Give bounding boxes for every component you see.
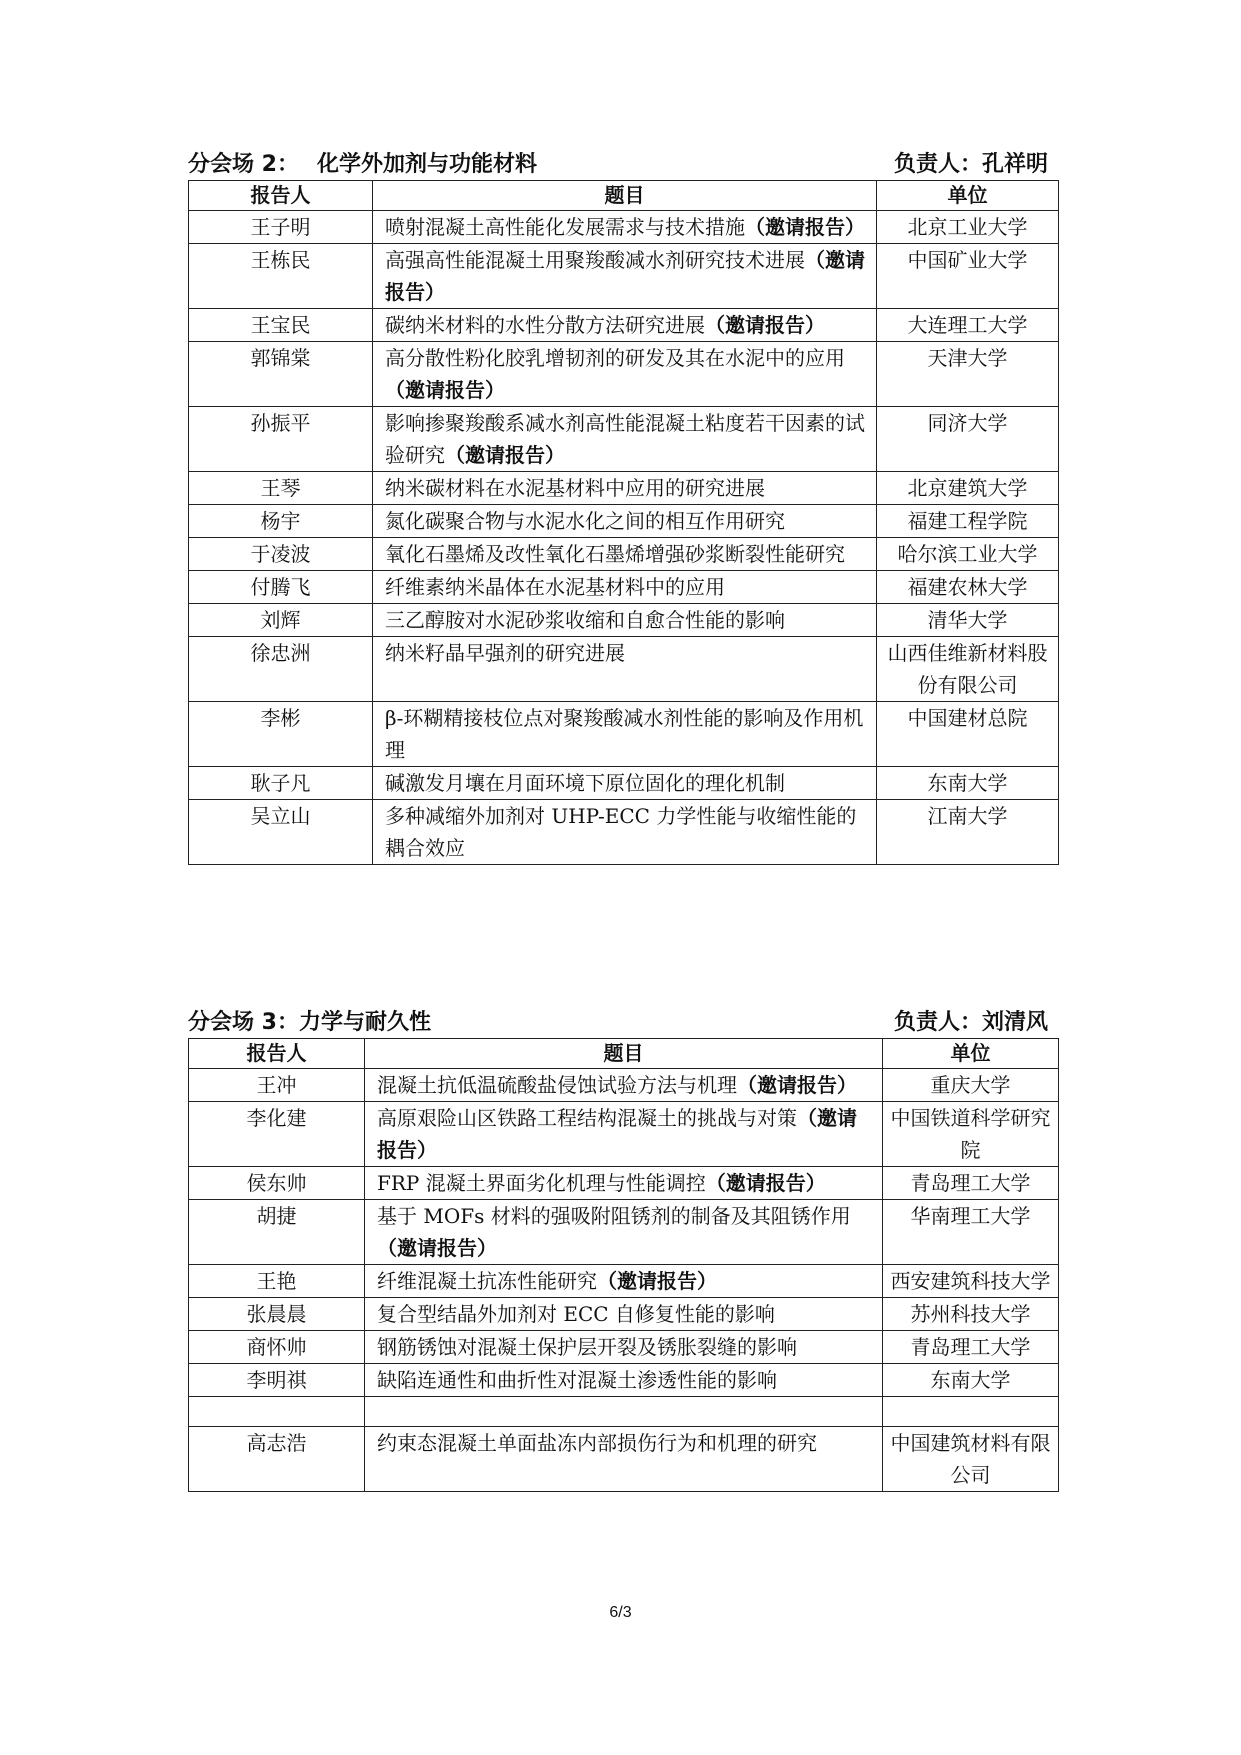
topic-text: 氮化碳聚合物与水泥水化之间的相互作用研究	[385, 509, 785, 533]
speaker-cell: 张晨晨	[189, 1298, 365, 1331]
topic-cell	[373, 571, 877, 604]
table-row	[189, 211, 1059, 244]
table-row	[189, 1167, 1059, 1200]
topic-text: 喷射混凝土高性能化发展需求与技术措施	[385, 215, 745, 239]
session-2-table	[188, 180, 1059, 865]
unit-cell: 山西佳维新材料股份有限公司	[877, 637, 1059, 702]
topic-cell	[373, 538, 877, 571]
session-2	[188, 150, 1058, 865]
unit-cell: 中国建筑材料有限公司	[883, 1427, 1059, 1492]
speaker-cell: 刘辉	[189, 604, 373, 637]
table-row	[189, 604, 1059, 637]
unit-cell: 中国矿业大学	[877, 244, 1059, 309]
invited-report-label: （邀请报告）	[705, 1171, 826, 1195]
speaker-cell: 孙振平	[189, 407, 373, 472]
speaker-cell: 王宝民	[189, 309, 373, 342]
invited-report-label: （邀请报告）	[377, 1236, 497, 1260]
col-header-speaker: 报告人	[189, 181, 373, 211]
unit-cell: 东南大学	[877, 767, 1059, 800]
topic-cell	[373, 342, 877, 407]
topic-cell	[365, 1331, 883, 1364]
speaker-cell: 王琴	[189, 472, 373, 505]
topic-text: 纤维素纳米晶体在水泥基材料中的应用	[385, 575, 725, 599]
speaker-cell: 郭锦棠	[189, 342, 373, 407]
topic-text: 钢筋锈蚀对混凝土保护层开裂及锈胀裂缝的影响	[377, 1335, 797, 1359]
topic-text: FRP 混凝土界面劣化机理与性能调控	[377, 1171, 706, 1195]
table-row	[189, 1102, 1059, 1167]
col-header-topic: 题目	[373, 181, 877, 211]
topic-cell	[373, 505, 877, 538]
table-row	[189, 1298, 1059, 1331]
speaker-cell	[189, 1397, 365, 1427]
table-row	[189, 472, 1059, 505]
session-3-rows	[189, 1069, 1059, 1492]
unit-cell: 苏州科技大学	[883, 1298, 1059, 1331]
session-2-rows	[189, 211, 1059, 865]
topic-text: 高强高性能混凝土用聚羧酸减水剂研究技术进展	[385, 248, 805, 272]
unit-cell: 西安建筑科技大学	[883, 1265, 1059, 1298]
unit-cell: 福建农林大学	[877, 571, 1059, 604]
speaker-cell: 杨宇	[189, 505, 373, 538]
speaker-cell: 王冲	[189, 1069, 365, 1102]
topic-text: 三乙醇胺对水泥砂浆收缩和自愈合性能的影响	[385, 608, 785, 632]
table-row	[189, 1397, 1059, 1427]
topic-cell	[365, 1364, 883, 1397]
session-2-head: 负责人：孔祥明	[893, 152, 1048, 177]
topic-cell	[365, 1200, 883, 1265]
topic-text: 纤维混凝土抗冻性能研究	[377, 1269, 597, 1293]
topic-cell	[373, 407, 877, 472]
col-header-speaker: 报告人	[189, 1039, 365, 1069]
speaker-cell: 商怀帅	[189, 1331, 365, 1364]
table-row	[189, 538, 1059, 571]
unit-cell: 北京建筑大学	[877, 472, 1059, 505]
speaker-cell: 王栋民	[189, 244, 373, 309]
speaker-cell: 王子明	[189, 211, 373, 244]
topic-cell	[365, 1265, 883, 1298]
topic-text: 碱激发月壤在月面环境下原位固化的理化机制	[385, 771, 785, 795]
unit-cell: 青岛理工大学	[883, 1331, 1059, 1364]
invited-report-label: （邀请报告）	[737, 1073, 857, 1097]
session-3-title-prefix: 分会场 3：	[188, 1010, 299, 1035]
topic-text: 高分散性粉化胶乳增韧剂的研发及其在水泥中的应用	[385, 346, 845, 370]
topic-text: 基于 MOFs 材料的强吸附阻锈剂的制备及其阻锈作用	[377, 1204, 851, 1228]
unit-cell: 大连理工大学	[877, 309, 1059, 342]
speaker-cell: 于凌波	[189, 538, 373, 571]
invited-report-label: （邀请报告）	[385, 378, 505, 402]
speaker-cell: 李化建	[189, 1102, 365, 1167]
unit-cell: 北京工业大学	[877, 211, 1059, 244]
table-row	[189, 505, 1059, 538]
invited-report-label: （邀请报告）	[745, 215, 865, 239]
topic-text: 缺陷连通性和曲折性对混凝土渗透性能的影响	[377, 1368, 777, 1392]
topic-text: 影响掺聚羧酸系减水剂高性能混凝土粘度若干因素的试验研究	[385, 411, 865, 467]
unit-cell: 重庆大学	[883, 1069, 1059, 1102]
topic-text: 高原艰险山区铁路工程结构混凝土的挑战与对策	[377, 1106, 797, 1130]
table-row	[189, 1331, 1059, 1364]
unit-cell: 同济大学	[877, 407, 1059, 472]
table-header-row	[189, 1039, 1059, 1069]
speaker-cell: 李明祺	[189, 1364, 365, 1397]
table-row	[189, 1427, 1059, 1492]
invited-report-label: （邀请报告）	[705, 313, 825, 337]
table-row	[189, 1265, 1059, 1298]
speaker-cell: 耿子凡	[189, 767, 373, 800]
table-row	[189, 1069, 1059, 1102]
table-row	[189, 1364, 1059, 1397]
table-row	[189, 407, 1059, 472]
session-2-title-topic: 化学外加剂与功能材料	[316, 152, 537, 177]
invited-report-label: （邀请报告）	[377, 1106, 857, 1162]
table-row	[189, 244, 1059, 309]
topic-cell	[373, 702, 877, 767]
topic-cell	[365, 1069, 883, 1102]
topic-cell	[373, 211, 877, 244]
unit-cell	[883, 1397, 1059, 1427]
speaker-cell: 李彬	[189, 702, 373, 767]
table-header-row	[189, 181, 1059, 211]
unit-cell: 中国建材总院	[877, 702, 1059, 767]
table-row	[189, 342, 1059, 407]
topic-cell	[373, 309, 877, 342]
topic-text: 多种减缩外加剂对 UHP-ECC 力学性能与收缩性能的耦合效应	[385, 804, 857, 860]
col-header-topic: 题目	[365, 1039, 883, 1069]
topic-text: 碳纳米材料的水性分散方法研究进展	[385, 313, 705, 337]
table-row	[189, 1200, 1059, 1265]
session-3-head: 负责人：刘清风	[893, 1010, 1048, 1035]
topic-cell	[373, 800, 877, 865]
page-number: 6/3	[609, 1604, 632, 1621]
topic-text: 混凝土抗低温硫酸盐侵蚀试验方法与机理	[377, 1073, 737, 1097]
speaker-cell: 胡捷	[189, 1200, 365, 1265]
unit-cell: 福建工程学院	[877, 505, 1059, 538]
topic-text: 纳米碳材料在水泥基材料中应用的研究进展	[385, 476, 765, 500]
session-2-title	[188, 150, 537, 180]
invited-report-label: （邀请报告）	[597, 1269, 717, 1293]
topic-cell	[373, 604, 877, 637]
unit-cell: 天津大学	[877, 342, 1059, 407]
session-3	[188, 1008, 1058, 1492]
table-row	[189, 800, 1059, 865]
topic-text: β-环糊精接枝位点对聚羧酸减水剂性能的影响及作用机理	[385, 706, 864, 762]
speaker-cell: 侯东帅	[189, 1167, 365, 1200]
speaker-cell: 徐忠洲	[189, 637, 373, 702]
speaker-cell: 付腾飞	[189, 571, 373, 604]
topic-text: 复合型结晶外加剂对 ECC 自修复性能的影响	[377, 1302, 775, 1326]
session-3-title	[188, 1008, 431, 1038]
topic-cell	[365, 1427, 883, 1492]
session-2-header	[188, 150, 1058, 180]
topic-text: 约束态混凝土单面盐冻内部损伤行为和机理的研究	[377, 1431, 817, 1455]
col-header-unit: 单位	[883, 1039, 1059, 1069]
topic-cell	[373, 472, 877, 505]
unit-cell: 哈尔滨工业大学	[877, 538, 1059, 571]
topic-cell	[373, 637, 877, 702]
col-header-unit: 单位	[877, 181, 1059, 211]
session-3-header	[188, 1008, 1058, 1038]
session-3-table	[188, 1038, 1059, 1492]
session-3-title-topic: 力学与耐久性	[298, 1010, 431, 1035]
topic-text: 氧化石墨烯及改性氧化石墨烯增强砂浆断裂性能研究	[385, 542, 845, 566]
topic-cell	[365, 1397, 883, 1427]
speaker-cell: 高志浩	[189, 1427, 365, 1492]
table-row	[189, 637, 1059, 702]
table-row	[189, 309, 1059, 342]
topic-cell	[373, 244, 877, 309]
topic-cell	[373, 767, 877, 800]
speaker-cell: 王艳	[189, 1265, 365, 1298]
topic-cell	[365, 1167, 883, 1200]
unit-cell: 华南理工大学	[883, 1200, 1059, 1265]
speaker-cell: 吴立山	[189, 800, 373, 865]
topic-cell	[365, 1298, 883, 1331]
invited-report-label: （邀请报告）	[385, 248, 865, 304]
invited-report-label: （邀请报告）	[445, 443, 565, 467]
unit-cell: 青岛理工大学	[883, 1167, 1059, 1200]
unit-cell: 东南大学	[883, 1364, 1059, 1397]
unit-cell: 江南大学	[877, 800, 1059, 865]
topic-cell	[365, 1102, 883, 1167]
topic-text: 纳米籽晶早强剂的研究进展	[385, 641, 625, 665]
table-row	[189, 571, 1059, 604]
unit-cell: 中国铁道科学研究院	[883, 1102, 1059, 1167]
table-row	[189, 767, 1059, 800]
session-2-title-prefix: 分会场 2：	[188, 152, 299, 177]
table-row	[189, 702, 1059, 767]
unit-cell: 清华大学	[877, 604, 1059, 637]
